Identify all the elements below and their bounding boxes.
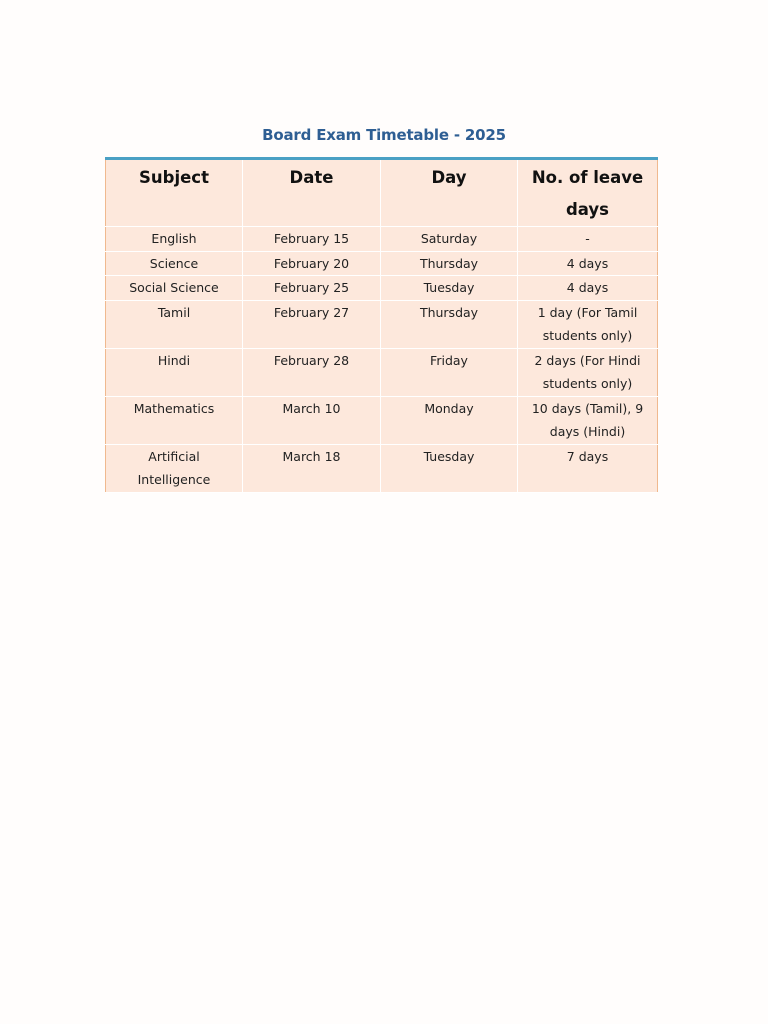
header-day: Day [381,159,518,227]
table-row [106,227,658,252]
cell-subject: Science [106,251,243,276]
cell-subject: Tamil [106,300,243,348]
cell-subject: English [106,227,243,252]
table-row [106,396,658,444]
page-title: Board Exam Timetable - 2025 [262,126,506,144]
cell-date: March 18 [243,444,381,492]
cell-day: Thursday [381,300,518,348]
cell-date: February 15 [243,227,381,252]
cell-leave: - [518,227,658,252]
table-row [106,300,658,348]
timetable [105,157,658,493]
cell-leave: 4 days [518,251,658,276]
header-leave-days: No. of leave days [518,159,658,227]
table-row [106,348,658,396]
cell-day: Thursday [381,251,518,276]
cell-day: Friday [381,348,518,396]
table-row [106,276,658,301]
cell-date: February 27 [243,300,381,348]
cell-subject: Hindi [106,348,243,396]
cell-date: February 20 [243,251,381,276]
header-row [106,159,658,227]
cell-date: March 10 [243,396,381,444]
cell-subject: Social Science [106,276,243,301]
cell-day: Monday [381,396,518,444]
cell-day: Saturday [381,227,518,252]
cell-leave: 2 days (For Hindi students only) [518,348,658,396]
cell-subject: Mathematics [106,396,243,444]
cell-date: February 25 [243,276,381,301]
header-subject: Subject [106,159,243,227]
cell-subject: Artificial Intelligence [106,444,243,492]
cell-leave: 10 days (Tamil), 9 days (Hindi) [518,396,658,444]
timetable-container [105,157,657,493]
cell-day: Tuesday [381,444,518,492]
cell-leave: 7 days [518,444,658,492]
cell-date: February 28 [243,348,381,396]
cell-day: Tuesday [381,276,518,301]
cell-leave: 4 days [518,276,658,301]
table-row [106,251,658,276]
header-date: Date [243,159,381,227]
table-row [106,444,658,492]
cell-leave: 1 day (For Tamil students only) [518,300,658,348]
